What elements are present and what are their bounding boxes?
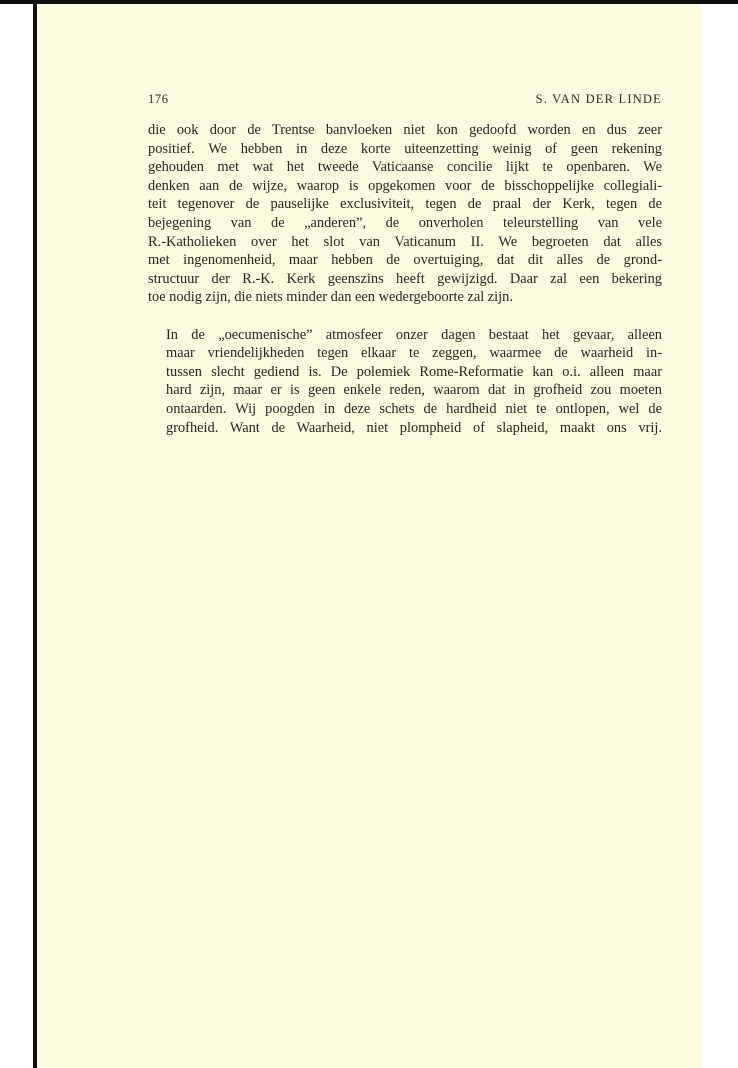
text-line: teit tegenover de pauselijke exclusiviteit, tegen de praal der Kerk, tegen de [148,196,662,213]
text-line: structuur der R.-K. Kerk geenszins heeft gewijzigd. Daar zal een bekering [148,270,662,287]
text-line: R.-Katholieken over het slot van Vaticanum II. We begroeten dat alles [148,233,662,250]
body-text [148,121,662,437]
text-line: met ingenomenheid, maar hebben de overtuiging, dat dit alles de grond- [148,252,662,269]
text-line: bejegening van de „anderen”, de onverholen teleurstelling van vele [148,214,662,231]
page-number: 176 [148,92,169,106]
text-line: toe nodig zijn, die niets minder dan een wedergeboorte zal zijn. [148,289,513,306]
running-head: S. VAN DER LINDE [535,92,662,106]
text-line: tussen slecht gediend is. De polemiek Rome-Reformatie kan o.i. alleen maar [166,363,662,380]
text-line: positief. We hebben in deze korte uiteenzetting weinig of geen rekening [148,140,662,157]
text-line: In de „oecumenische” atmosfeer onzer dagen bestaat het gevaar, alleen [166,326,662,343]
text-line: ontaarden. Wij poogden in deze schets de hardheid niet te ontlopen, wel de [166,400,662,417]
paragraph-2 [148,326,662,438]
paragraph-1 [148,121,662,307]
text-line: die ook door de Trentse banvloeken niet kon gedoofd worden en dus zeer [148,122,662,138]
text-line: denken aan de wijze, waarop is opgekomen voor de bisschoppelijke collegiali- [148,177,662,194]
text-line: hard zijn, maar er is geen enkele reden, waarom dat in grofheid zou moeten [166,382,662,399]
text-line: maar vriendelijkheden tegen elkaar te zeggen, waarmee de waarheid in- [166,345,662,362]
text-line: grofheid. Want de Waarheid, niet plompheid of slapheid, maakt ons vrij. [166,419,662,436]
text-line: gehouden met wat het tweede Vaticaanse concilie lijkt te openbaren. We [148,159,662,176]
